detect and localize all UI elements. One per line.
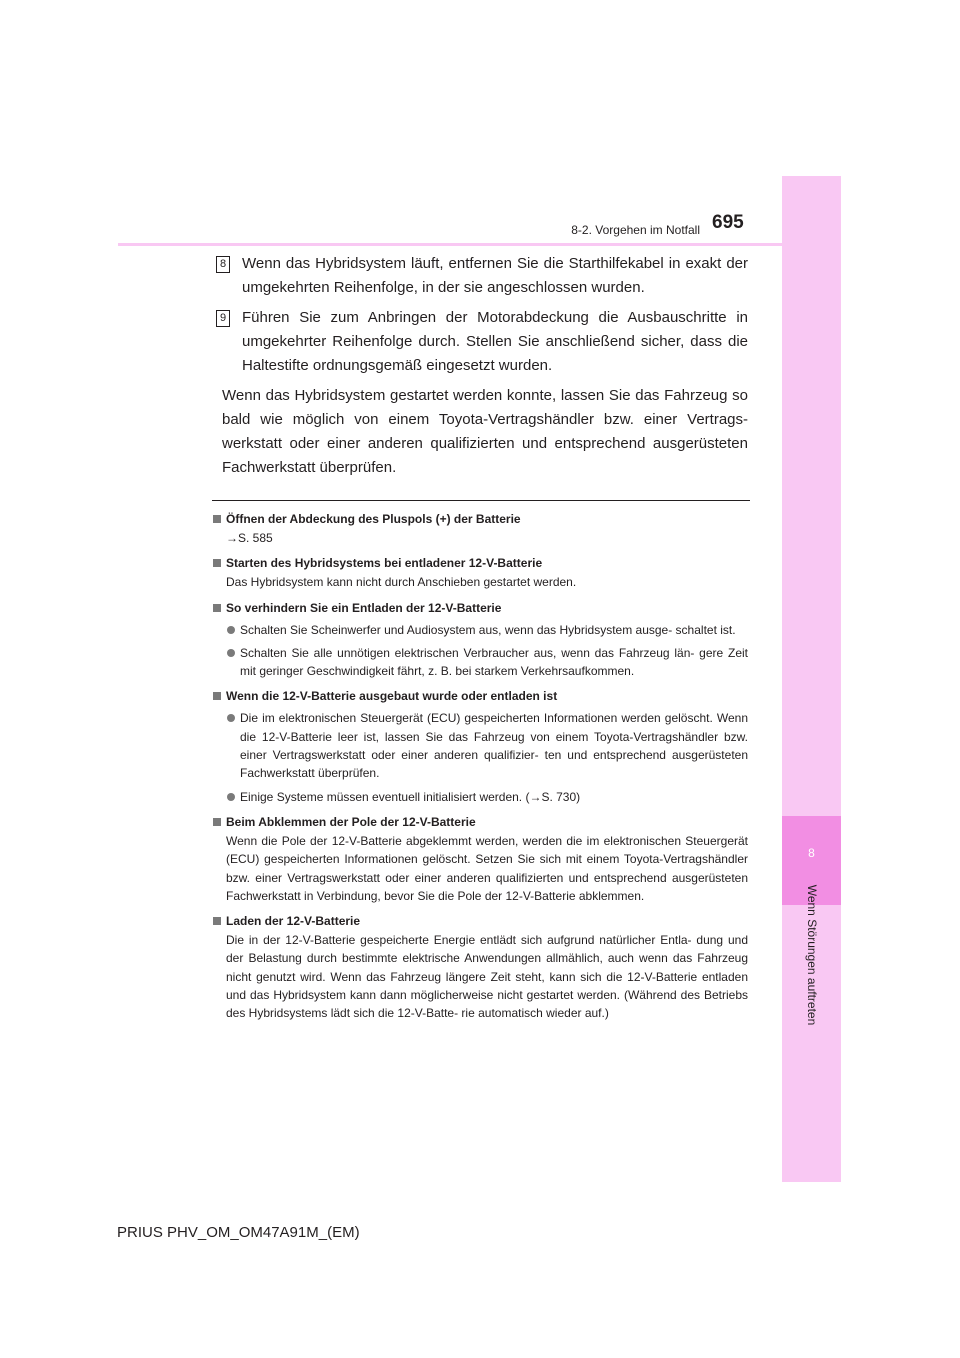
note-body: Die in der 12-V-Batterie gespeicherte Energie entlädt sich aufgrund natürlicher Entla- dung und der Belastung durch bestimmte elektrische Anwendungen allmählich, auch wenn das Fahrzeug nicht genutzt wird. Wenn das Fahrzeug längere Zeit steht, kann sich die 12-V-Batterie entladen und das Hybridsystem kann dann möglicherweise nicht gestartet werden. (Während des Betriebs des Hybridsystems lädt sich die 12-V-Batte- rie automatisch wieder auf.) [226, 933, 748, 1021]
chapter-title: Wenn Störungen auftreten [805, 884, 819, 1026]
note-title: Starten des Hybridsystems bei entladener 12-V-Batterie [212, 555, 748, 571]
note-body: →S. 585 [226, 531, 273, 545]
step-number-badge: 8 [216, 256, 230, 273]
step-text: Führen Sie zum Anbringen der Motorabdeckung die Ausbauschritte in umgekehrter Reihenfolge durch. Stellen Sie anschließend sicher, dass die Haltestifte ordnungsgemäß eingesetzt wurden. [242, 309, 748, 374]
note-title: Öffnen der Abdeckung des Pluspols (+) der Batterie [212, 511, 748, 527]
step-9 [212, 306, 748, 378]
bullet-item: Schalten Sie alle unnötigen elektrischen Verbraucher aus, wenn das Fahrzeug län- gere Zeit mit geringer Geschwindigkeit fährt, z. B. bei starkem Verkehrsaufkommen. [212, 644, 748, 681]
closing-paragraph: Wenn das Hybridsystem gestartet werden konnte, lassen Sie das Fahrzeug so bald wie möglich von einem Toyota-Vertragshändler bzw. einer Vertrags- werkstatt oder einer anderen qualifizierten und entsprechend ausgerüsteten Fachwerkstatt überprüfen. [222, 387, 748, 476]
note-title: Laden der 12-V-Batterie [212, 913, 748, 929]
note-title: Wenn die 12-V-Batterie ausgebaut wurde oder entladen ist [212, 688, 748, 704]
note-title: Beim Abklemmen der Pole der 12-V-Batterie [212, 814, 748, 830]
chapter-side-band [782, 176, 841, 1182]
bullet-item: Schalten Sie Scheinwerfer und Audiosystem aus, wenn das Hybridsystem ausge- schaltet ist. [212, 621, 748, 639]
page-content [212, 252, 748, 1023]
section-title: 8-2. Vorgehen im Notfall [571, 223, 700, 237]
chapter-number: 8 [808, 846, 815, 860]
page-number: 695 [712, 212, 744, 233]
note-body: Das Hybridsystem kann nicht durch Anschieben gestartet werden. [226, 575, 577, 590]
bullet-item: Einige Systeme müssen eventuell initialisiert werden. (→S. 730) [212, 788, 748, 806]
step-8 [212, 252, 748, 300]
bullet-item: Die im elektronischen Steuergerät (ECU) gespeicherten Informationen werden gelöscht. Wenn die 12-V-Batterie leer ist, lassen Sie das Fahrzeug von einem Toyota-Vertragshändler bzw. einer Vertragswerkstatt oder einer anderen qualifizier- ten und entsprechend ausgerüsteten Fachwerkstatt überprüfen. [212, 709, 748, 782]
section-divider [212, 500, 750, 501]
chapter-title-vertical [800, 880, 824, 1030]
header-rule [118, 243, 782, 246]
step-text: Wenn das Hybridsystem läuft, entfernen Sie die Starthilfekabel in exakt der umgekehrten Reihenfolge, in der sie angeschlossen wurden. [242, 255, 748, 296]
step-number-badge: 9 [216, 310, 230, 327]
note-body: Wenn die Pole der 12-V-Batterie abgeklemmt werden, werden die im elektronischen Steuergerät (ECU) gespeicherten Informationen gelöscht. Setzen Sie sich mit einem Toyota-Vertragshändler bzw. einer Vertragswerkstatt oder einer anderen qualifizierten und entsprechend ausgerüsteten Fachwerkstatt in Verbindung, bevor Sie die Pole der 12-V-Batterie abklemmen. [226, 833, 748, 903]
note-title: So verhindern Sie ein Entladen der 12-V-Batterie [212, 600, 748, 616]
document-id-footer: PRIUS PHV_OM_OM47A91M_(EM) [117, 1224, 360, 1241]
